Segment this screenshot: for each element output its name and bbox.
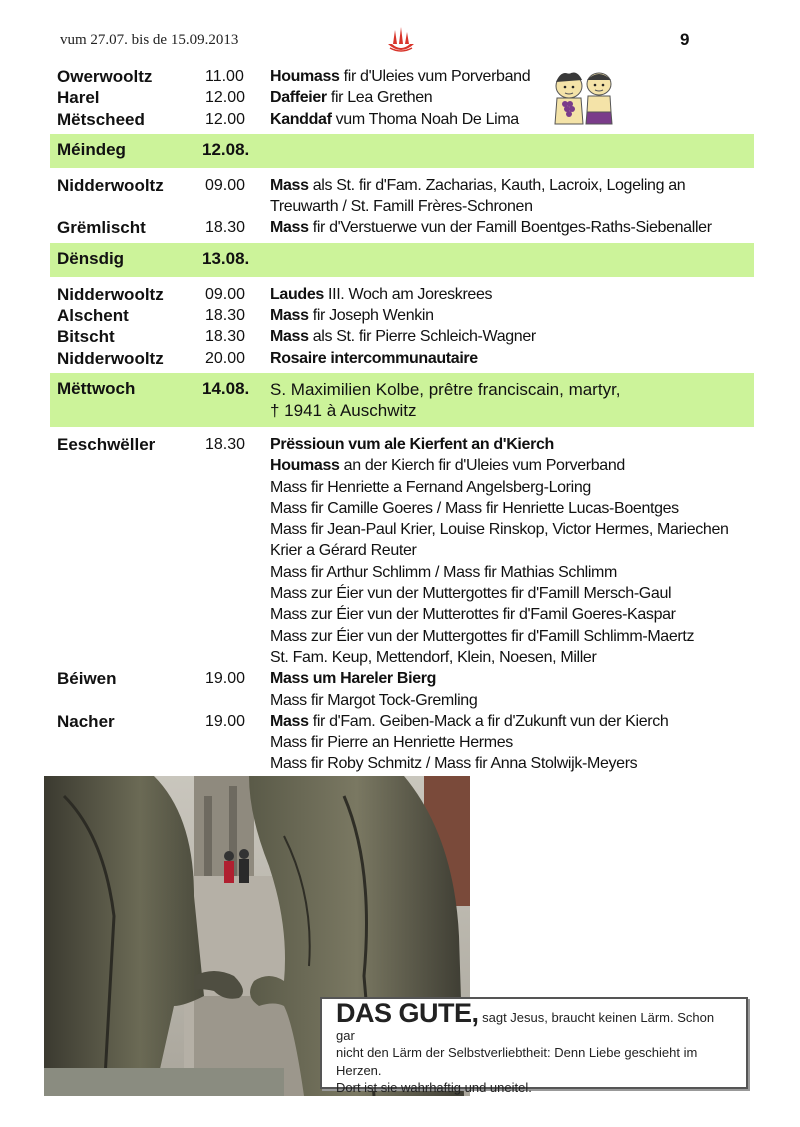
- location-name: Nidderwooltz: [57, 175, 164, 195]
- quote-box: [320, 997, 748, 1095]
- service-time: 18.30: [205, 435, 246, 453]
- service-description: Mass als St. fir Pierre Schleich-Wagner: [270, 328, 536, 346]
- service-description: Mass fir Joseph Wenkin: [270, 307, 434, 325]
- service-time: 19.00: [205, 712, 246, 730]
- header-date-range: vum 27.07. bis de 15.09.2013: [60, 32, 239, 48]
- location-name: Bitscht: [57, 327, 115, 347]
- service-description: Rosaire intercommunautaire: [270, 349, 478, 367]
- service-description: Mass fir d'Fam. Geiben-Mack a fir d'Zukunft vun der Kierch Mass fir Pierre an Henriette Hermes Mass fir Roby Schmitz / Mass fir Anna Stolwijk-Meyers: [270, 712, 669, 773]
- schedule-row: [52, 305, 752, 326]
- schedule-row: [52, 87, 752, 108]
- quote-headline: DAS GUTE,: [336, 998, 479, 1028]
- schedule-row: [52, 711, 752, 775]
- service-time: 20.00: [205, 349, 246, 367]
- location-name: Béiwen: [57, 669, 117, 689]
- location-name: Alschent: [57, 306, 129, 326]
- service-time: 11.00: [205, 68, 244, 85]
- service-description: Daffeier fir Lea Grethen: [270, 89, 433, 107]
- schedule-row: [52, 217, 752, 238]
- saint-of-day: S. Maximilien Kolbe, prêtre franciscain, martyr, † 1941 à Auschwitz: [270, 379, 621, 420]
- service-time: 09.00: [205, 285, 246, 303]
- day-date: 14.08.: [202, 378, 250, 398]
- service-description: Mass fir d'Verstuerwe vun der Famill Boentges-Raths-Siebenaller: [270, 219, 712, 237]
- service-time: 09.00: [205, 176, 246, 194]
- schedule-row: [52, 66, 752, 87]
- service-time: 12.00: [205, 89, 246, 107]
- service-time: 19.00: [205, 670, 246, 688]
- quote-text: DAS GUTE, sagt Jesus, braucht keinen Lärm. Schon gar nicht den Lärm der Selbstverliebtheit: Denn Liebe geschieht im Herzen. Dort ist sie wahrhaftig und uneitel.: [336, 998, 715, 1095]
- location-name: Grëmlischt: [57, 218, 146, 238]
- day-band-tuesday: [50, 243, 754, 277]
- location-name: Nidderwooltz: [57, 284, 164, 304]
- schedule-row: [52, 109, 752, 130]
- day-name: Mëttwoch: [57, 378, 136, 398]
- mass-schedule: [52, 66, 752, 775]
- service-time: 18.30: [205, 307, 246, 325]
- church-boat-logo: [384, 24, 418, 58]
- location-name: Owerwooltz: [57, 67, 153, 86]
- schedule-row: [52, 175, 752, 218]
- schedule-row: [52, 326, 752, 347]
- service-description: Mass als St. fir d'Fam. Zacharias, Kauth, Lacroix, Logeling an Treuwarth / St. Famill Frères-Schronen: [270, 176, 686, 216]
- service-description: Houmass fir d'Uleies vum Porverband: [270, 68, 531, 85]
- schedule-row: [52, 284, 752, 305]
- service-description: Kanddaf vum Thoma Noah De Lima: [270, 110, 519, 128]
- day-band-wednesday: [50, 373, 754, 427]
- service-time: 12.00: [205, 110, 246, 128]
- day-band-monday: [50, 134, 754, 168]
- page-number: 9: [680, 30, 690, 49]
- location-name: Mëtscheed: [57, 109, 145, 129]
- location-name: Nidderwooltz: [57, 348, 164, 368]
- location-name: Harel: [57, 88, 100, 108]
- day-name: Méindeg: [57, 139, 126, 159]
- location-name: Nacher: [57, 711, 115, 731]
- day-name: Dënsdig: [57, 248, 125, 268]
- day-date: 13.08.: [202, 248, 250, 268]
- schedule-row: [52, 434, 752, 668]
- service-description: Laudes III. Woch am Joreskrees: [270, 285, 493, 303]
- schedule-row: [52, 668, 752, 711]
- service-time: 18.30: [205, 328, 246, 346]
- service-description: Mass um Hareler Bierg Mass fir Margot Tock-Gremling: [270, 670, 478, 709]
- schedule-row: [52, 348, 752, 369]
- service-description: Prëssioun vum ale Kierfent an d'Kierch Houmass an der Kierch fir d'Uleies vum Porverband Mass fir Henriette a Fernand Angelsberg-Loring Mass fir Camille Goeres / Mass fir Henriette Lucas-Boentges Mass fir Jean-Paul Krier, Louise Rinskop, Victor Hermes, Mariechen Krier a Gérard Reuter Mass fir Arthur Schlimm / Mass fir Mathias Schlimm Mass zur Éier vun der Muttergottes fir d'Famill Mersch-Gaul Mass zur Éier vun der Mutterottes fir d'Famil Goeres-Kaspar Mass zur Éier vun der Muttergottes fir d'Famill Schlimm-Maertz St. Fam. Keup, Mettendorf, Klein, Noesen, Miller: [270, 435, 729, 666]
- location-name: Eeschwëller: [57, 434, 156, 454]
- day-date: 12.08.: [202, 139, 250, 159]
- service-time: 18.30: [205, 219, 246, 237]
